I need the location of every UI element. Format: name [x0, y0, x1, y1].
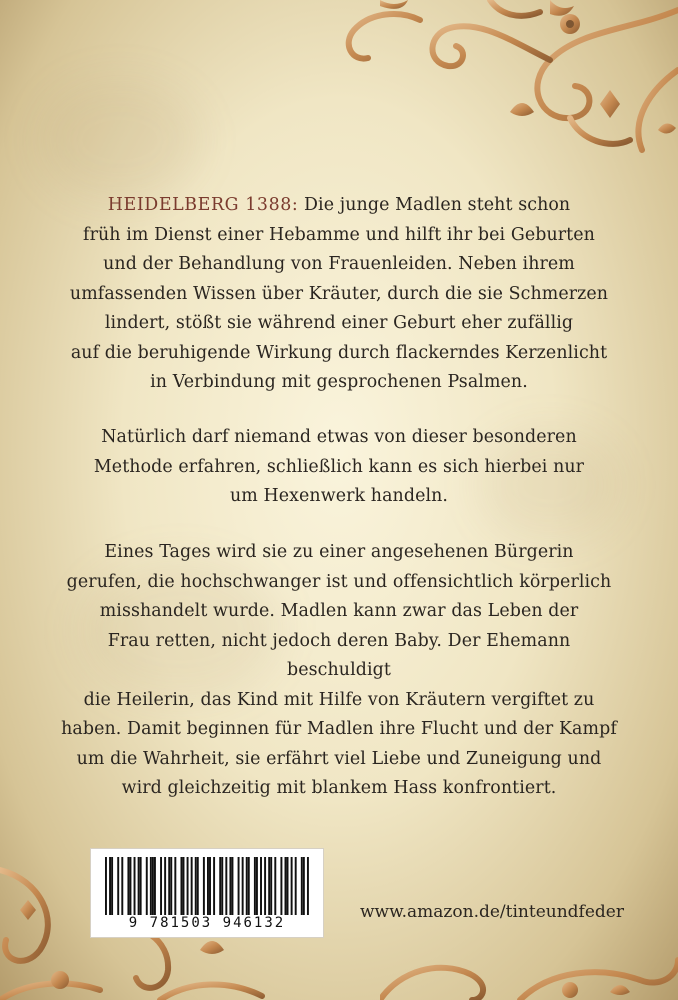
barcode-bar: [174, 857, 176, 915]
barcode-bar: [168, 857, 170, 915]
blurb-line: wird gleichzeitig mit blankem Hass konfrontiert.: [121, 778, 557, 798]
barcode-bar: [160, 857, 162, 915]
blurb-line: auf die beruhigende Wirkung durch flackerndes Kerzenlicht: [70, 342, 608, 363]
blurb-line: in Verbindung mit gesprochenen Psalmen.: [150, 372, 528, 392]
blurb-line: und der Behandlung von Frauenleiden. Neben ihrem: [103, 254, 575, 274]
ornament-bottom-right-icon: [380, 930, 678, 1000]
barcode-bar: [209, 857, 211, 915]
barcode-bar: [109, 857, 111, 915]
barcode-bar: [138, 857, 140, 915]
barcode-bar: [154, 857, 156, 915]
barcode-bar: [242, 857, 244, 915]
blurb-paragraph-3: [60, 538, 618, 804]
barcode-bar: [254, 857, 256, 915]
ornament-top-right-icon: [250, 0, 678, 160]
barcode-bar: [180, 857, 182, 915]
blurb-line: Die junge Madlen steht schon: [298, 195, 571, 215]
barcode-bar: [146, 857, 148, 915]
blurb-paragraph-1: [60, 191, 618, 398]
barcode-bar: [303, 857, 305, 915]
barcode-bar: [291, 857, 293, 915]
blurb-line: um Hexenwerk handeln.: [229, 486, 449, 506]
barcode-bar: [164, 857, 166, 915]
barcode-bar: [117, 857, 119, 915]
barcode-bar: [231, 857, 233, 915]
barcode-bar: [307, 857, 309, 915]
barcode-bar: [280, 857, 282, 915]
barcode-bar: [295, 857, 297, 915]
barcode-bar: [203, 857, 205, 915]
blurb-line: die Heilerin, das Kind mit Hilfe von Kräutern vergiftet zu: [83, 689, 595, 710]
blurb-line: misshandelt wurde. Madlen kann zwar das Leben der: [99, 601, 579, 621]
barcode-bar: [187, 857, 189, 915]
barcode-bar: [285, 857, 287, 915]
barcode-bar: [256, 857, 258, 915]
barcode-bar: [221, 857, 223, 915]
barcode-bar: [197, 857, 199, 915]
barcode-bar: [213, 857, 215, 915]
barcode-bar: [191, 857, 193, 915]
blurb-line: umfassenden Wissen über Kräuter, durch die sie Schmerzen: [69, 283, 609, 304]
barcode-bar: [219, 857, 221, 915]
barcode-bar: [134, 857, 136, 915]
barcode-bar: [195, 857, 197, 915]
publisher-website-link[interactable]: www.amazon.de/tinteundfeder: [360, 902, 624, 922]
barcode-bar: [127, 857, 129, 915]
blurb-lead-location: HEIDELBERG 1388:: [107, 195, 299, 215]
barcode-bar: [260, 857, 262, 915]
barcode-bar: [152, 857, 154, 915]
barcode-bar: [248, 857, 250, 915]
barcode-bars-icon: [105, 857, 309, 915]
barcode-bar: [301, 857, 303, 915]
barcode-bar: [140, 857, 142, 915]
barcode-bar: [105, 857, 107, 915]
barcode-bar: [287, 857, 289, 915]
blurb-line: gerufen, die hochschwanger ist und offensichtlich körperlich: [66, 571, 612, 592]
blurb-line: um die Wahrheit, sie erfährt viel Liebe und Zuneigung und: [76, 748, 602, 769]
blurb-line: Frau retten, nicht jedoch deren Baby. Der Ehemann beschuldigt: [107, 630, 571, 680]
barcode-bar: [268, 857, 270, 915]
barcode-bar: [246, 857, 248, 915]
blurb-paragraph-2: [60, 423, 618, 512]
blurb-line: Eines Tages wird sie zu einer angesehenen Bürgerin: [104, 542, 574, 562]
barcode-bar: [121, 857, 123, 915]
barcode-bar: [111, 857, 113, 915]
barcode-bar: [229, 857, 231, 915]
barcode-bar: [264, 857, 266, 915]
isbn-number: 9 781503 946132: [128, 915, 286, 931]
blurb-line: früh im Dienst einer Hebamme und hilft ihr bei Geburten: [83, 224, 595, 245]
barcode-bar: [225, 857, 227, 915]
blurb-line: haben. Damit beginnen für Madlen ihre Flucht und der Kampf: [61, 719, 617, 739]
barcode-bar: [207, 857, 209, 915]
barcode-bar: [270, 857, 272, 915]
barcode-bar: [150, 857, 152, 915]
blurb-line: lindert, stößt sie während einer Geburt eher zufällig: [104, 313, 574, 333]
barcode-bar: [183, 857, 185, 915]
barcode-bar: [274, 857, 276, 915]
barcode-bar: [170, 857, 172, 915]
isbn-barcode: [90, 848, 324, 938]
blurb-line: Natürlich darf niemand etwas von dieser besonderen: [101, 427, 577, 447]
blurb-line: Methode erfahren, schließlich kann es sich hierbei nur: [93, 456, 585, 477]
paper-stain: [40, 80, 200, 200]
barcode-bar: [129, 857, 131, 915]
barcode-bar: [238, 857, 240, 915]
